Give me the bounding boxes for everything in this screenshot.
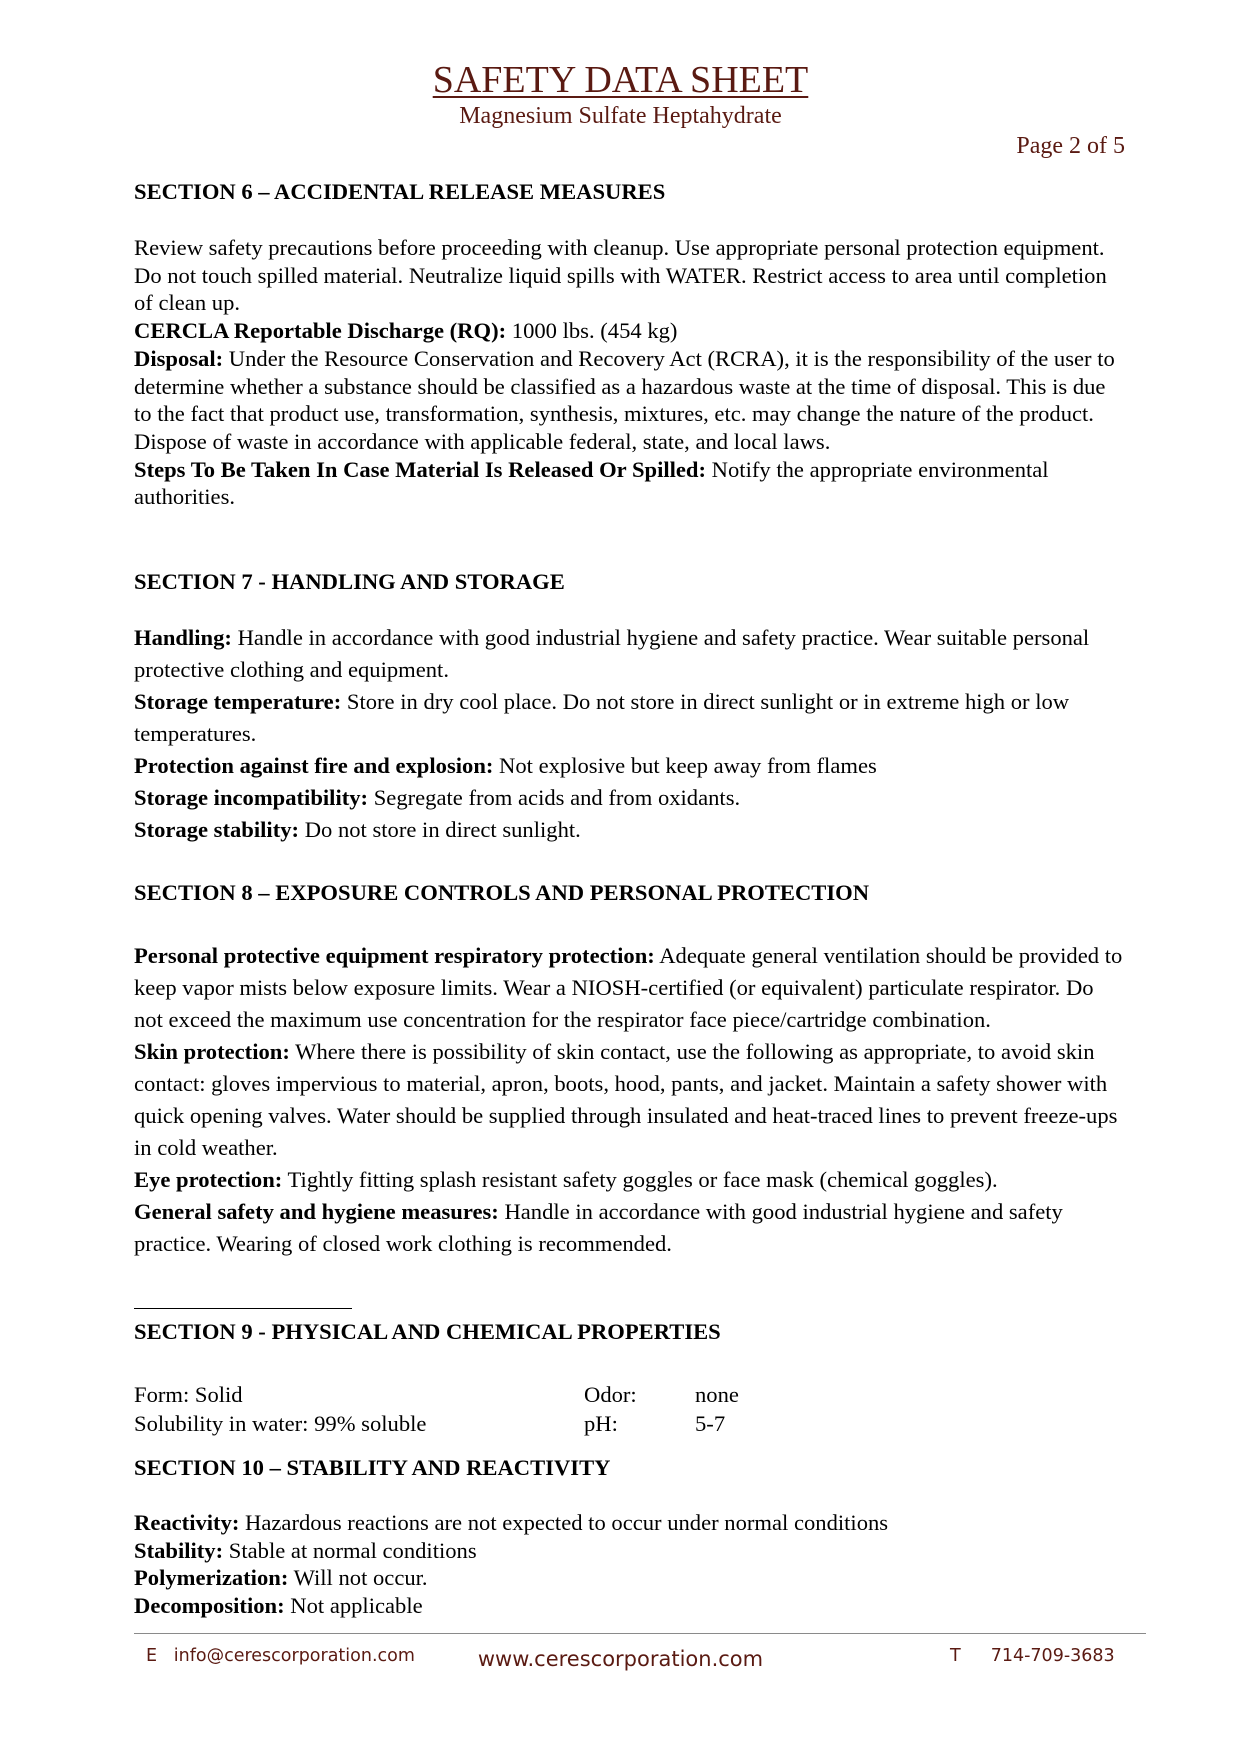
- property-left: Solubility in water: 99% soluble: [134, 1411, 427, 1436]
- section-10-item: Polymerization: Will not occur.: [134, 1565, 428, 1591]
- section-6-intro: Review safety precautions before proceeding with cleanup. Use appropriate personal protection equipment. Do not touch spilled material. Neutralize liquid spills with WATER. Restrict access to area until completion of clean up.: [134, 235, 1107, 316]
- email-link[interactable]: info@cerescorporation.com: [173, 1646, 415, 1666]
- phone-label: T: [950, 1646, 961, 1666]
- footer-rule: [134, 1633, 1146, 1634]
- property-value: 5-7: [695, 1411, 726, 1436]
- property-label: Odor:: [584, 1382, 637, 1407]
- section-8-item: General safety and hygiene measures: Handle in accordance with good industrial hygiene and safety practice. Wearing of closed work clothing is recommended.: [134, 1199, 1063, 1256]
- property-left: Form: Solid: [134, 1382, 243, 1407]
- document-subtitle: Magnesium Sulfate Heptahydrate: [459, 103, 782, 129]
- phone-number: 714-709-3683: [990, 1646, 1115, 1666]
- section-6-item: CERCLA Reportable Discharge (RQ): 1000 lbs. (454 kg): [134, 318, 678, 344]
- section-10-item: Decomposition: Not applicable: [134, 1593, 423, 1619]
- section-6-item: Steps To Be Taken In Case Material Is Released Or Spilled: Notify the appropriate environmental authorities.: [134, 456, 1049, 510]
- section-8-item: Skin protection: Where there is possibility of skin contact, use the following as appropriate, to avoid skin contact: gloves impervious to material, apron, boots, hood, pants, and jacket. Maintain a safety shower with quick opening valves. Water should be supplied through insulated and heat-traced lines to prevent freeze-ups in cold weather.: [134, 1039, 1118, 1160]
- section-7-item: Storage incompatibility: Segregate from acids and from oxidants.: [134, 785, 741, 810]
- section-7-item: Storage stability: Do not store in direct sunlight.: [134, 817, 581, 842]
- section-10-item: Stability: Stable at normal conditions: [134, 1537, 477, 1563]
- section-7-item: Handling: Handle in accordance with good industrial hygiene and safety practice. Wear suitable personal protective clothing and equipment.: [134, 625, 1090, 682]
- section-7-item: Protection against fire and explosion: Not explosive but keep away from flames: [134, 753, 877, 778]
- email-label: E: [146, 1646, 158, 1666]
- section-10-body: [134, 1509, 1124, 1620]
- section-10-heading: SECTION 10 – STABILITY AND REACTIVITY: [134, 1455, 611, 1480]
- footer-phone: [950, 1645, 1115, 1667]
- property-value: none: [695, 1382, 739, 1407]
- document-title: SAFETY DATA SHEET: [432, 59, 809, 101]
- section-9-heading: SECTION 9 - PHYSICAL AND CHEMICAL PROPERTIES: [134, 1319, 721, 1344]
- section-8-item: Eye protection: Tightly fitting splash resistant safety goggles or face mask (chemical goggles).: [134, 1167, 998, 1192]
- section-6-item: Disposal: Under the Resource Conservation and Recovery Act (RCRA), it is the responsibility of the user to determine whether a substance should be classified as a hazardous waste at the time of disposal. This is due to the fact that product use, transformation, synthesis, mixtures, etc. may change the nature of the product. Dispose of waste in accordance with applicable federal, state, and local laws.: [134, 345, 1115, 454]
- section-7-heading: SECTION 7 - HANDLING AND STORAGE: [134, 569, 565, 594]
- property-label: pH:: [584, 1411, 618, 1436]
- section-7-body: [134, 622, 1124, 846]
- section-6-heading: SECTION 6 – ACCIDENTAL RELEASE MEASURES: [134, 179, 666, 204]
- section-7-item: Storage temperature: Store in dry cool place. Do not store in direct sunlight or in extreme high or low temperatures.: [134, 689, 1070, 746]
- section-8-body: [134, 940, 1124, 1260]
- page-number: Page 2 of 5: [1016, 133, 1125, 159]
- section-8-heading: SECTION 8 – EXPOSURE CONTROLS AND PERSONAL PROTECTION: [134, 880, 870, 905]
- section-6-body: [134, 234, 1124, 511]
- section-8-item: Personal protective equipment respiratory protection: Adequate general ventilation should be provided to keep vapor mists below exposure limits. Wear a NIOSH-certified (or equivalent) particulate respirator. Do not exceed the maximum use concentration for the respirator face piece/cartridge combination.: [134, 943, 1123, 1032]
- footer-website[interactable]: www.cerescorporation.com: [477, 1647, 764, 1671]
- section-divider: [134, 1308, 352, 1309]
- section-10-item: Reactivity: Hazardous reactions are not expected to occur under normal conditions: [134, 1510, 889, 1535]
